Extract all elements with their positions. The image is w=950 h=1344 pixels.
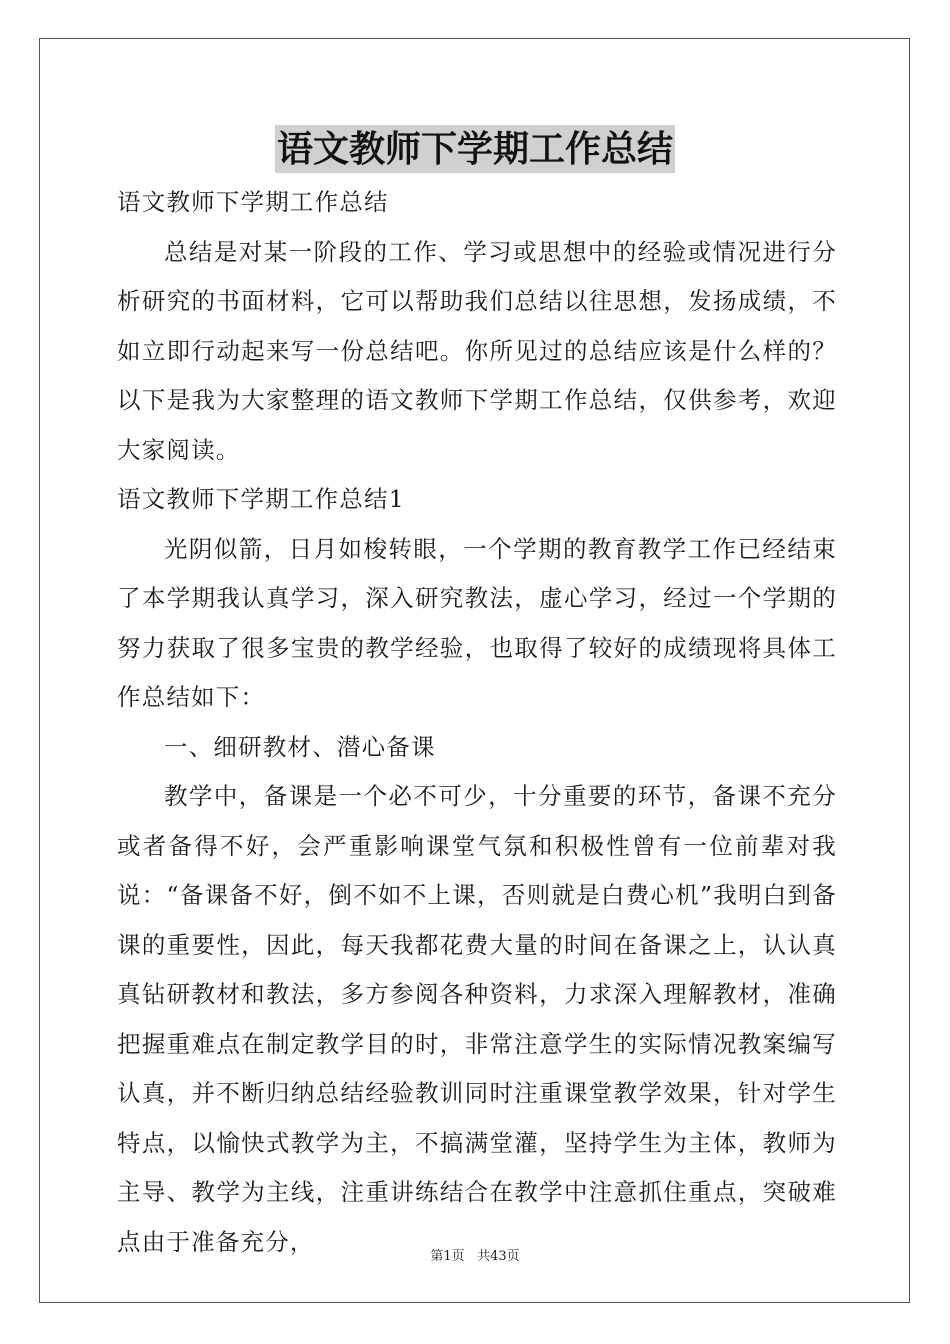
paragraph-section-heading: 语文教师下学期工作总结1: [117, 485, 405, 513]
page-number: 第1页: [430, 1249, 465, 1264]
page-footer: [0, 1245, 950, 1264]
page-total: 共43页: [477, 1249, 520, 1264]
title-container: [0, 125, 950, 173]
paragraph-subtitle: 语文教师下学期工作总结: [117, 188, 389, 216]
paragraph-body: 教学中，备课是一个必不可少，十分重要的环节，备课不充分或者备得不好，会严重影响课堂气氛和积极性曾有一位前辈对我说：“备课备不好，倒不如不上课，否则就是白费心机”我明白到备课的重要性，因此，每天我都花费大量的时间在备课之上，认认真真钻研教材和教法，多方参阅各种资料，力求深入理解教材，准确把握重难点在制定教学目的时，非常注意学生的实际情况教案编写认真，并不断归纳总结经验教训同时注重课堂教学效果，针对学生特点，以愉快式教学为主，不搞满堂灌，坚持学生为主体，教师为主导、教学为主线，注重讲练结合在教学中注意抓住重点，突破难点由于准备充分，: [117, 782, 837, 1256]
paragraph-intro: 总结是对某一阶段的工作、学习或思想中的经验或情况进行分析研究的书面材料，它可以帮助我们总结以往思想，发扬成绩，不如立即行动起来写一份总结吧。你所见过的总结应该是什么样的？以下是我为大家整理的语文教师下学期工作总结，仅供参考，欢迎大家阅读。: [117, 237, 837, 464]
paragraph-subheading: 一、细研教材、潜心备课: [164, 732, 436, 761]
document-body: [117, 178, 837, 1267]
document-title: 语文教师下学期工作总结: [275, 125, 675, 173]
paragraph-body: 光阴似箭，日月如梭转眼，一个学期的教育教学工作已经结束了本学期我认真学习，深入研究教法，虚心学习，经过一个学期的努力获取了很多宝贵的教学经验，也取得了较好的成绩现将具体工作总结如下：: [117, 534, 837, 711]
